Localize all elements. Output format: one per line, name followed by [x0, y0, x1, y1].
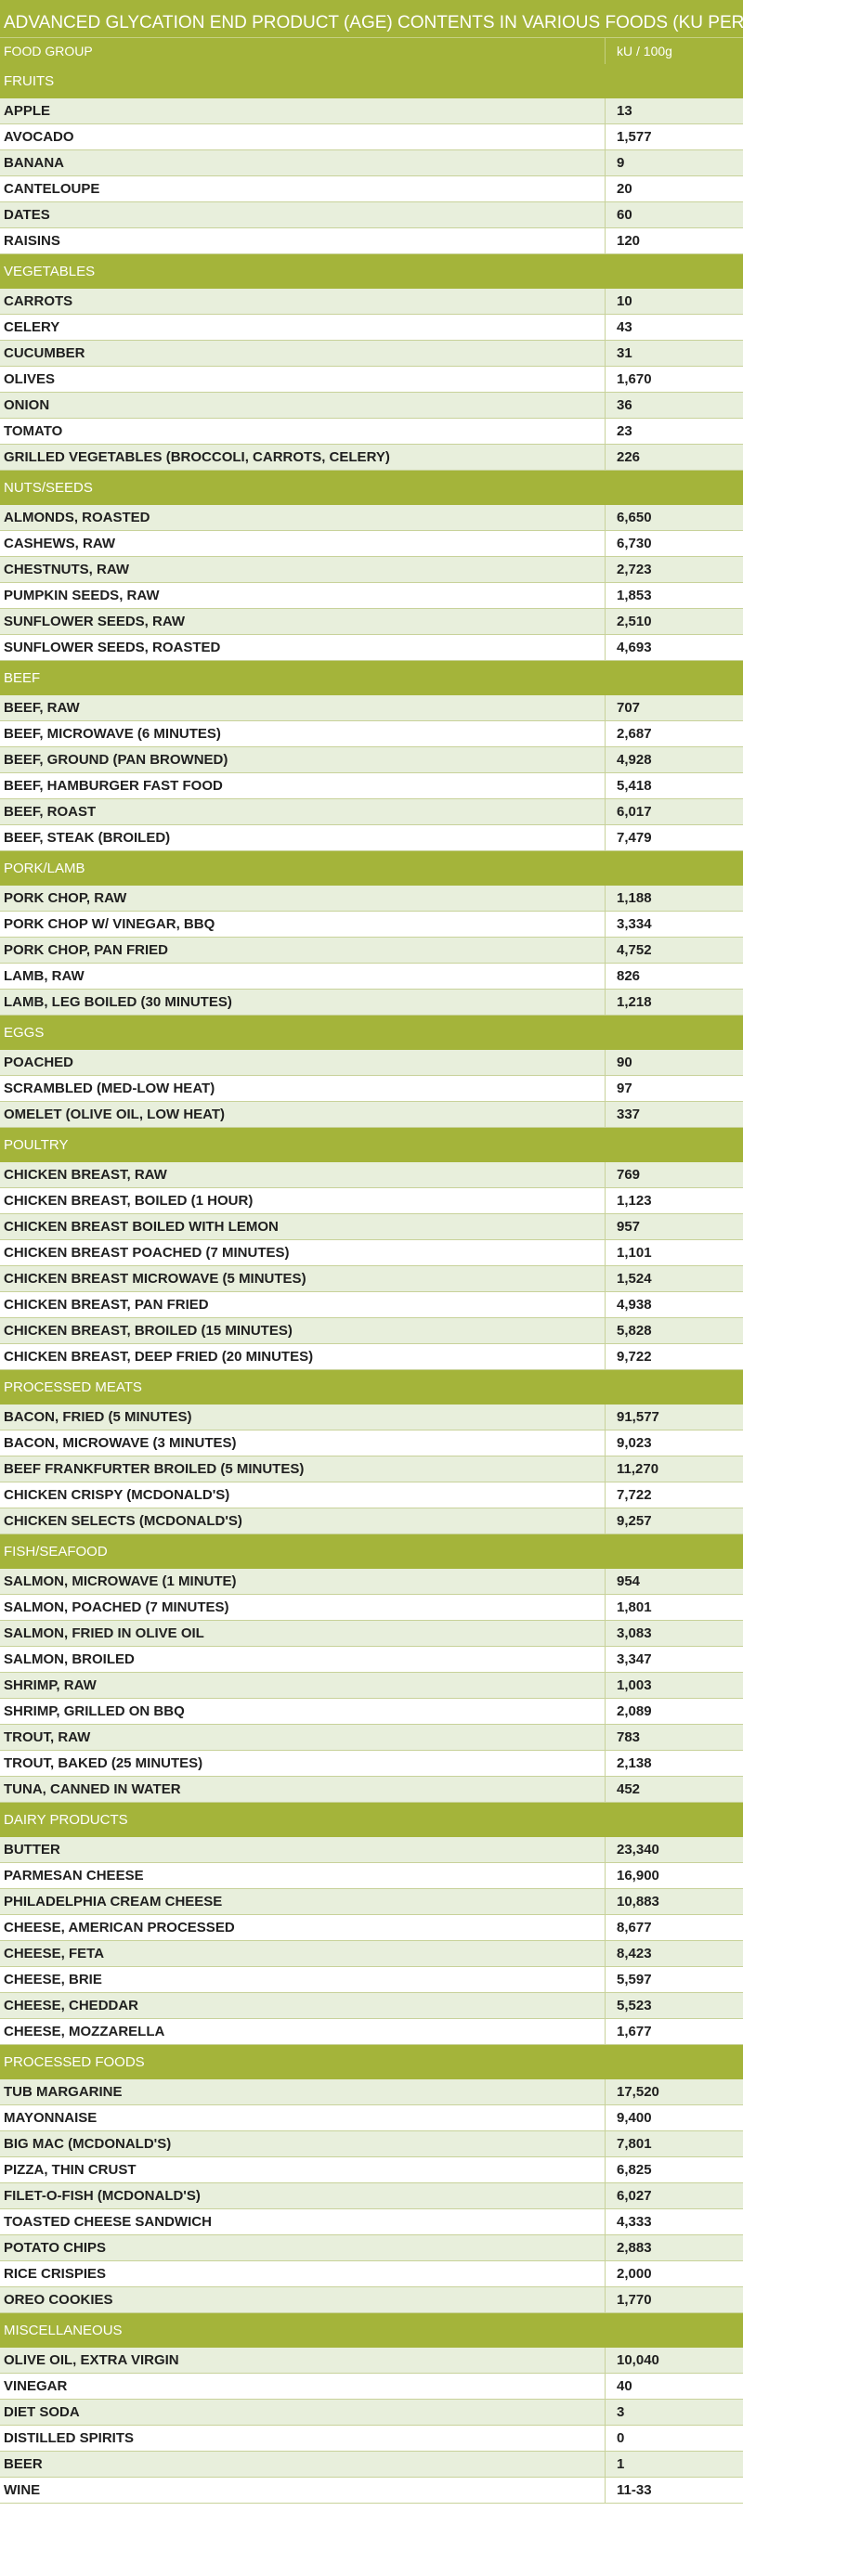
food-name-cell: SALMON, MICROWAVE (1 MINUTE)	[0, 1569, 606, 1594]
table-row	[0, 150, 743, 176]
age-value-cell: 2,510	[617, 614, 652, 629]
food-name-cell: CHEESE, CHEDDAR	[0, 1993, 606, 2018]
age-value-cell: 20	[617, 181, 632, 197]
table-row	[0, 825, 743, 851]
food-name-cell: ONION	[0, 393, 606, 418]
age-value-cell: 1,577	[617, 129, 652, 145]
food-name-cell: LAMB, LEG BOILED (30 MINUTES)	[0, 990, 606, 1015]
food-name-cell: ALMONDS, ROASTED	[0, 505, 606, 530]
age-value-cell: 40	[617, 2378, 632, 2394]
food-name-cell: DIET SODA	[0, 2400, 606, 2425]
age-value-cell: 9,400	[617, 2110, 652, 2126]
table-row	[0, 1751, 743, 1777]
age-value-cell: 783	[617, 1729, 641, 1745]
food-name-cell: DISTILLED SPIRITS	[0, 2426, 606, 2451]
food-name-cell: SALMON, POACHED (7 MINUTES)	[0, 1595, 606, 1620]
age-value-cell: 707	[617, 700, 641, 716]
age-value-cell: 1,677	[617, 2024, 652, 2039]
food-name-cell: POTATO CHIPS	[0, 2235, 606, 2260]
header-value-unit: kU / 100g	[617, 44, 672, 58]
food-name-cell: BEEF, ROAST	[0, 799, 606, 824]
table-row	[0, 635, 743, 661]
food-name-cell: TOASTED CHEESE SANDWICH	[0, 2209, 606, 2234]
food-name-cell: CHICKEN BREAST POACHED (7 MINUTES)	[0, 1240, 606, 1265]
age-value-cell: 3,083	[617, 1625, 652, 1641]
food-name-cell: CHICKEN BREAST MICROWAVE (5 MINUTES)	[0, 1266, 606, 1291]
food-name-cell: BEEF, RAW	[0, 695, 606, 720]
food-name-cell: CHICKEN BREAST, BOILED (1 HOUR)	[0, 1188, 606, 1213]
food-name-cell: BEEF, HAMBURGER FAST FOOD	[0, 773, 606, 798]
age-value-cell: 957	[617, 1219, 641, 1235]
food-name-cell: VINEGAR	[0, 2374, 606, 2399]
age-value-cell: 2,138	[617, 1755, 652, 1771]
age-value-cell: 9,257	[617, 1513, 652, 1529]
table-row	[0, 2235, 743, 2261]
food-name-cell: PORK CHOP, RAW	[0, 886, 606, 911]
age-value-cell: 91,577	[617, 1409, 659, 1425]
food-name-cell: WINE	[0, 2478, 606, 2503]
food-name-cell: APPLE	[0, 98, 606, 123]
age-value-cell: 4,928	[617, 752, 652, 768]
table-row	[0, 1162, 743, 1188]
age-value-cell: 1,123	[617, 1193, 652, 1209]
food-name-cell: PIZZA, THIN CRUST	[0, 2157, 606, 2182]
age-value-cell: 6,730	[617, 536, 652, 551]
food-name-cell: CHICKEN CRISPY (MCDONALD'S)	[0, 1482, 606, 1508]
table-row	[0, 1318, 743, 1344]
food-name-cell: CHICKEN BREAST BOILED WITH LEMON	[0, 1214, 606, 1239]
age-value-cell: 6,650	[617, 510, 652, 525]
food-name-cell: BEER	[0, 2452, 606, 2477]
table-row	[0, 747, 743, 773]
table-row	[0, 1292, 743, 1318]
food-name-cell: SALMON, BROILED	[0, 1647, 606, 1672]
section-header: FRUITS	[0, 64, 743, 98]
table-row	[0, 2131, 743, 2157]
table-row	[0, 1699, 743, 1725]
food-name-cell: CHEESE, FETA	[0, 1941, 606, 1966]
food-name-cell: LAMB, RAW	[0, 964, 606, 989]
table-row	[0, 1777, 743, 1803]
age-value-cell: 97	[617, 1081, 632, 1096]
food-name-cell: CASHEWS, RAW	[0, 531, 606, 556]
food-name-cell: MAYONNAISE	[0, 2105, 606, 2130]
age-value-cell: 1,003	[617, 1677, 652, 1693]
table-row	[0, 445, 743, 471]
table-row	[0, 289, 743, 315]
age-value-cell: 1,101	[617, 1245, 652, 1261]
age-value-cell: 337	[617, 1107, 641, 1122]
food-name-cell: RAISINS	[0, 228, 606, 253]
food-name-cell: CHICKEN BREAST, BROILED (15 MINUTES)	[0, 1318, 606, 1343]
food-name-cell: TROUT, BAKED (25 MINUTES)	[0, 1751, 606, 1776]
food-name-cell: BUTTER	[0, 1837, 606, 1862]
food-name-cell: CELERY	[0, 315, 606, 340]
age-value-cell: 6,825	[617, 2162, 652, 2178]
food-name-cell: BEEF, MICROWAVE (6 MINUTES)	[0, 721, 606, 746]
table-row	[0, 1967, 743, 1993]
table-row	[0, 773, 743, 799]
table-row	[0, 228, 743, 254]
table-row	[0, 2019, 743, 2045]
age-value-cell: 5,828	[617, 1323, 652, 1339]
table-row	[0, 1673, 743, 1699]
age-value-cell: 43	[617, 319, 632, 335]
age-value-cell: 17,520	[617, 2084, 659, 2100]
table-row	[0, 1837, 743, 1863]
table-row	[0, 419, 743, 445]
title-text: ADVANCED GLYCATION END PRODUCT (AGE) CONTENTS IN VARIOUS FOODS (KU PER 100 GRAMS)	[4, 13, 854, 32]
food-name-cell: OMELET (OLIVE OIL, LOW HEAT)	[0, 1102, 606, 1127]
age-value-cell: 6,027	[617, 2188, 652, 2204]
age-value-cell: 2,089	[617, 1703, 652, 1719]
table-row	[0, 1482, 743, 1508]
table-row	[0, 1508, 743, 1534]
age-value-cell: 2,687	[617, 726, 652, 742]
age-value-cell: 8,677	[617, 1920, 652, 1935]
table-row	[0, 695, 743, 721]
age-value-cell: 7,722	[617, 1487, 652, 1503]
table-row	[0, 1621, 743, 1647]
food-name-cell: BACON, FRIED (5 MINUTES)	[0, 1405, 606, 1430]
age-value-cell: 10	[617, 293, 632, 309]
table-row	[0, 1405, 743, 1430]
food-name-cell: OREO COOKIES	[0, 2287, 606, 2312]
table-row	[0, 1188, 743, 1214]
food-name-cell: CHICKEN BREAST, PAN FRIED	[0, 1292, 606, 1317]
age-value-cell: 23,340	[617, 1842, 659, 1858]
food-name-cell: AVOCADO	[0, 124, 606, 149]
table-row	[0, 2157, 743, 2183]
age-value-cell: 1	[617, 2456, 625, 2472]
age-value-cell: 60	[617, 207, 632, 223]
table-row	[0, 176, 743, 202]
table-row	[0, 1941, 743, 1967]
table-row	[0, 2261, 743, 2287]
table-row	[0, 721, 743, 747]
table-header	[0, 37, 743, 64]
table-row	[0, 1240, 743, 1266]
food-name-cell: TUB MARGARINE	[0, 2079, 606, 2104]
section-header: PORK/LAMB	[0, 851, 743, 886]
age-value-cell: 9,722	[617, 1349, 652, 1365]
age-value-cell: 8,423	[617, 1946, 652, 1961]
table-row	[0, 505, 743, 531]
age-value-cell: 4,752	[617, 942, 652, 958]
section-header: PROCESSED FOODS	[0, 2045, 743, 2079]
food-name-cell: BEEF, GROUND (PAN BROWNED)	[0, 747, 606, 772]
table-row	[0, 938, 743, 964]
food-name-cell: PUMPKIN SEEDS, RAW	[0, 583, 606, 608]
table-row	[0, 2478, 743, 2504]
table-row	[0, 609, 743, 635]
age-value-cell: 5,597	[617, 1972, 652, 1987]
section-header: MISCELLANEOUS	[0, 2313, 743, 2348]
page-title	[0, 0, 860, 37]
age-value-cell: 9	[617, 155, 625, 171]
food-name-cell: PORK CHOP, PAN FRIED	[0, 938, 606, 963]
age-value-cell: 31	[617, 345, 632, 361]
age-value-cell: 120	[617, 233, 641, 249]
table-row	[0, 1725, 743, 1751]
age-value-cell: 226	[617, 449, 641, 465]
age-value-cell: 7,479	[617, 830, 652, 846]
table-row	[0, 1863, 743, 1889]
age-value-cell: 11,270	[617, 1461, 659, 1477]
food-name-cell: CUCUMBER	[0, 341, 606, 366]
age-value-cell: 1,188	[617, 890, 652, 906]
age-value-cell: 10,883	[617, 1894, 659, 1909]
food-name-cell: SUNFLOWER SEEDS, RAW	[0, 609, 606, 634]
table-row	[0, 583, 743, 609]
table-row	[0, 1430, 743, 1456]
food-name-cell: GRILLED VEGETABLES (BROCCOLI, CARROTS, CELERY)	[0, 445, 606, 470]
table-row	[0, 2348, 743, 2374]
age-value-cell: 5,418	[617, 778, 652, 794]
age-value-cell: 1,218	[617, 994, 652, 1010]
food-name-cell: CANTELOUPE	[0, 176, 606, 201]
food-name-cell: CHICKEN SELECTS (MCDONALD'S)	[0, 1508, 606, 1534]
table-row	[0, 964, 743, 990]
age-value-cell: 90	[617, 1055, 632, 1070]
table-row	[0, 2183, 743, 2209]
title-footnote-marker: 7	[853, 12, 860, 24]
age-value-cell: 3,347	[617, 1651, 652, 1667]
age-value-cell: 1,853	[617, 588, 652, 603]
food-name-cell: TUNA, CANNED IN WATER	[0, 1777, 606, 1802]
table-body	[0, 64, 743, 2504]
age-value-cell: 23	[617, 423, 632, 439]
table-row	[0, 393, 743, 419]
age-value-cell: 1,801	[617, 1599, 652, 1615]
table-row	[0, 202, 743, 228]
food-name-cell: CHEESE, BRIE	[0, 1967, 606, 1992]
age-value-cell: 13	[617, 103, 632, 119]
table-row	[0, 1076, 743, 1102]
food-name-cell: FILET-O-FISH (MCDONALD'S)	[0, 2183, 606, 2208]
age-value-cell: 7,801	[617, 2136, 652, 2152]
food-name-cell: BIG MAC (MCDONALD'S)	[0, 2131, 606, 2156]
food-name-cell: CHEESE, MOZZARELLA	[0, 2019, 606, 2044]
table-row	[0, 2400, 743, 2426]
section-header: BEEF	[0, 661, 743, 695]
table-row	[0, 1266, 743, 1292]
table-row	[0, 2426, 743, 2452]
table-row	[0, 98, 743, 124]
age-value-cell: 3	[617, 2404, 625, 2420]
food-name-cell: PARMESAN CHEESE	[0, 1863, 606, 1888]
food-name-cell: SCRAMBLED (MED-LOW HEAT)	[0, 1076, 606, 1101]
age-value-cell: 4,333	[617, 2214, 652, 2230]
food-name-cell: DATES	[0, 202, 606, 227]
age-value-cell: 2,000	[617, 2266, 652, 2282]
food-name-cell: RICE CRISPIES	[0, 2261, 606, 2286]
table-row	[0, 1214, 743, 1240]
age-value-cell: 3,334	[617, 916, 652, 932]
age-value-cell: 5,523	[617, 1998, 652, 2013]
food-name-cell: SHRIMP, RAW	[0, 1673, 606, 1698]
section-header: NUTS/SEEDS	[0, 471, 743, 505]
section-header: FISH/SEAFOOD	[0, 1534, 743, 1569]
food-name-cell: SUNFLOWER SEEDS, ROASTED	[0, 635, 606, 660]
food-name-cell: SALMON, FRIED IN OLIVE OIL	[0, 1621, 606, 1646]
food-name-cell: SHRIMP, GRILLED ON BBQ	[0, 1699, 606, 1724]
table-row	[0, 1647, 743, 1673]
food-name-cell: CHICKEN BREAST, DEEP FRIED (20 MINUTES)	[0, 1344, 606, 1369]
age-value-cell: 6,017	[617, 804, 652, 820]
table-row	[0, 1569, 743, 1595]
age-value-cell: 11-33	[617, 2482, 652, 2498]
food-name-cell: BEEF, STEAK (BROILED)	[0, 825, 606, 850]
age-value-cell: 826	[617, 968, 641, 984]
table-row	[0, 1050, 743, 1076]
section-header: EGGS	[0, 1016, 743, 1050]
table-row	[0, 557, 743, 583]
table-row	[0, 2287, 743, 2313]
table-row	[0, 1456, 743, 1482]
age-value-cell: 1,670	[617, 371, 652, 387]
table-row	[0, 799, 743, 825]
table-row	[0, 1344, 743, 1370]
food-name-cell: TOMATO	[0, 419, 606, 444]
age-value-cell: 36	[617, 397, 632, 413]
food-name-cell: OLIVE OIL, EXTRA VIRGIN	[0, 2348, 606, 2373]
table-row	[0, 341, 743, 367]
food-name-cell: BEEF FRANKFURTER BROILED (5 MINUTES)	[0, 1456, 606, 1482]
age-value-cell: 452	[617, 1781, 641, 1797]
section-header: PROCESSED MEATS	[0, 1370, 743, 1405]
food-name-cell: BANANA	[0, 150, 606, 175]
age-value-cell: 1,524	[617, 1271, 652, 1287]
food-name-cell: CHICKEN BREAST, RAW	[0, 1162, 606, 1187]
age-value-cell: 16,900	[617, 1868, 659, 1883]
food-name-cell: OLIVES	[0, 367, 606, 392]
table-row	[0, 1102, 743, 1128]
food-name-cell: CHEESE, AMERICAN PROCESSED	[0, 1915, 606, 1940]
table-row	[0, 990, 743, 1016]
age-value-cell: 0	[617, 2430, 625, 2446]
section-header: VEGETABLES	[0, 254, 743, 289]
table-row	[0, 124, 743, 150]
table-row	[0, 1993, 743, 2019]
food-name-cell: POACHED	[0, 1050, 606, 1075]
food-name-cell: BACON, MICROWAVE (3 MINUTES)	[0, 1430, 606, 1456]
age-value-cell: 2,883	[617, 2240, 652, 2256]
age-value-cell: 1,770	[617, 2292, 652, 2308]
food-name-cell: CARROTS	[0, 289, 606, 314]
section-header: DAIRY PRODUCTS	[0, 1803, 743, 1837]
table-row	[0, 2374, 743, 2400]
table-row	[0, 886, 743, 912]
header-food-group: FOOD GROUP	[0, 38, 606, 64]
age-value-cell: 954	[617, 1573, 641, 1589]
age-value-cell: 4,693	[617, 640, 652, 655]
table-row	[0, 2209, 743, 2235]
age-value-cell: 2,723	[617, 562, 652, 577]
food-name-cell: TROUT, RAW	[0, 1725, 606, 1750]
food-name-cell: CHESTNUTS, RAW	[0, 557, 606, 582]
age-value-cell: 769	[617, 1167, 641, 1183]
table-row	[0, 912, 743, 938]
table-row	[0, 2452, 743, 2478]
table-row	[0, 2079, 743, 2105]
table-row	[0, 531, 743, 557]
food-name-cell: PHILADELPHIA CREAM CHEESE	[0, 1889, 606, 1914]
age-value-cell: 10,040	[617, 2352, 659, 2368]
table-row	[0, 2105, 743, 2131]
table-row	[0, 1595, 743, 1621]
table-row	[0, 1915, 743, 1941]
table-row	[0, 367, 743, 393]
table-row	[0, 1889, 743, 1915]
section-header: POULTRY	[0, 1128, 743, 1162]
age-value-cell: 4,938	[617, 1297, 652, 1313]
age-value-cell: 9,023	[617, 1435, 652, 1451]
table-row	[0, 315, 743, 341]
food-name-cell: PORK CHOP W/ VINEGAR, BBQ	[0, 912, 606, 937]
